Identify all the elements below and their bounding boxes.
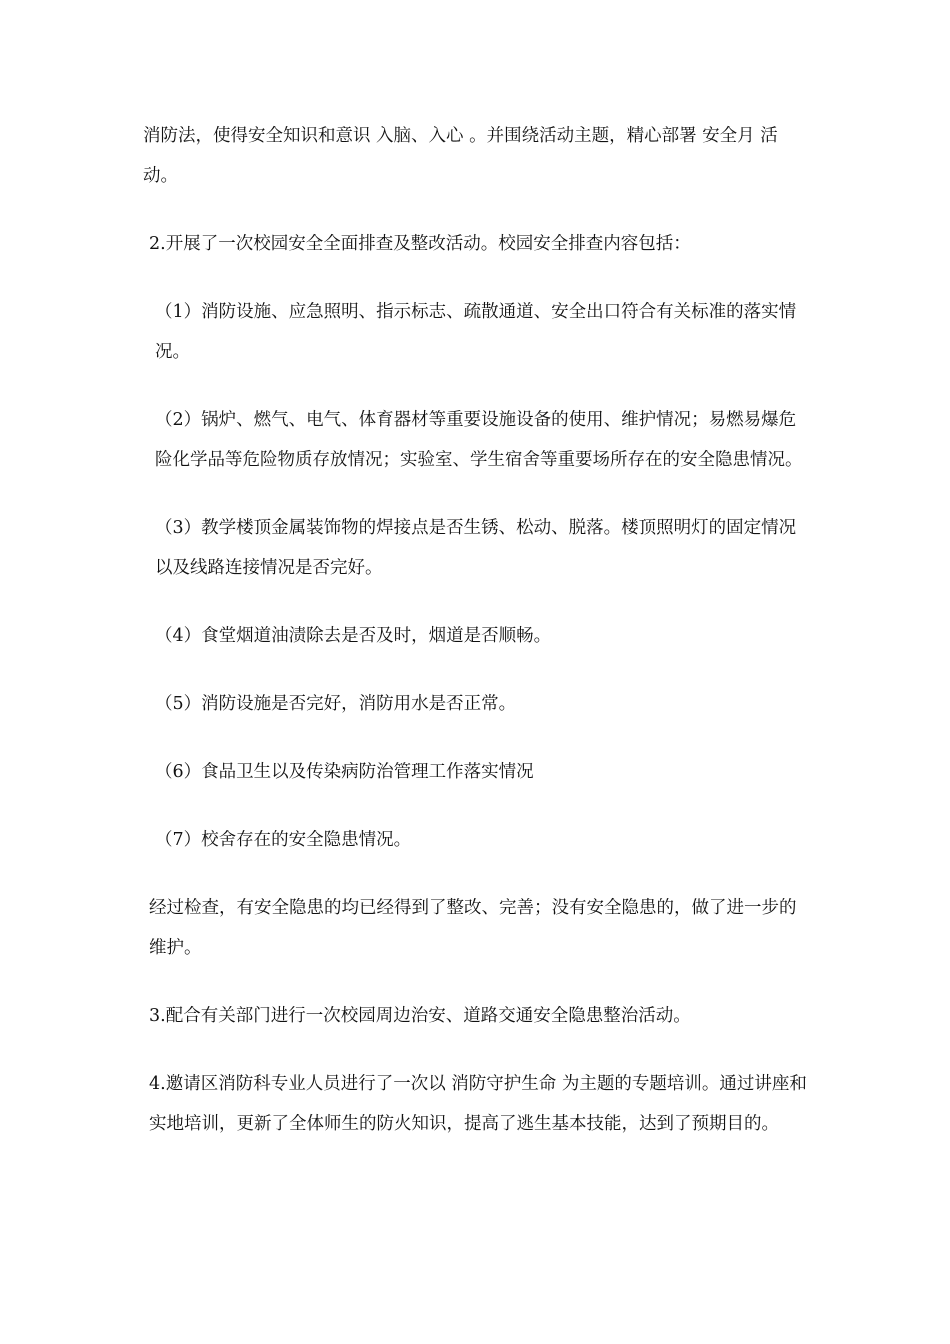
paragraph-item-2: 2.开展了一次校园安全全面排查及整改活动。校园安全排查内容包括： [149,234,691,254]
paragraph-check-1: （1）消防设施、应急照明、指示标志、疏散通道、安全出口符合有关标准的落实情况。 [155,302,797,362]
paragraph-check-4: （4）食堂烟道油渍除去是否及时，烟道是否顺畅。 [155,626,552,646]
paragraph-check-result: 经过检查，有安全隐患的均已经得到了整改、完善；没有安全隐患的，做了进一步的维护。 [149,898,797,958]
paragraph-item-3: 3.配合有关部门进行一次校园周边治安、道路交通安全隐患整治活动。 [149,1006,691,1026]
paragraph-item-4: 4.邀请区消防科专业人员进行了一次以 消防守护生命 为主题的专题培训。通过讲座和实地培训，更新了全体师生的防火知识，提高了逃生基本技能，达到了预期目的。 [149,1074,807,1134]
paragraph-check-5: （5）消防设施是否完好，消防用水是否正常。 [155,694,517,714]
paragraph-check-3: （3）教学楼顶金属装饰物的焊接点是否生锈、松动、脱落。楼顶照明灯的固定情况以及线路连接情况是否完好。 [155,518,797,578]
paragraph-intro-continuation: 消防法，使得安全知识和意识 入脑、入心 。并围绕活动主题，精心部署 安全月 活动。 [143,126,778,186]
document-body [143,116,811,1172]
paragraph-check-6: （6）食品卫生以及传染病防治管理工作落实情况 [155,762,534,782]
paragraph-check-2: （2）锅炉、燃气、电气、体育器材等重要设施设备的使用、维护情况；易燃易爆危险化学品等危险物质存放情况；实验室、学生宿舍等重要场所存在的安全隐患情况。 [155,410,803,470]
paragraph-check-7: （7）校舍存在的安全隐患情况。 [155,830,412,850]
